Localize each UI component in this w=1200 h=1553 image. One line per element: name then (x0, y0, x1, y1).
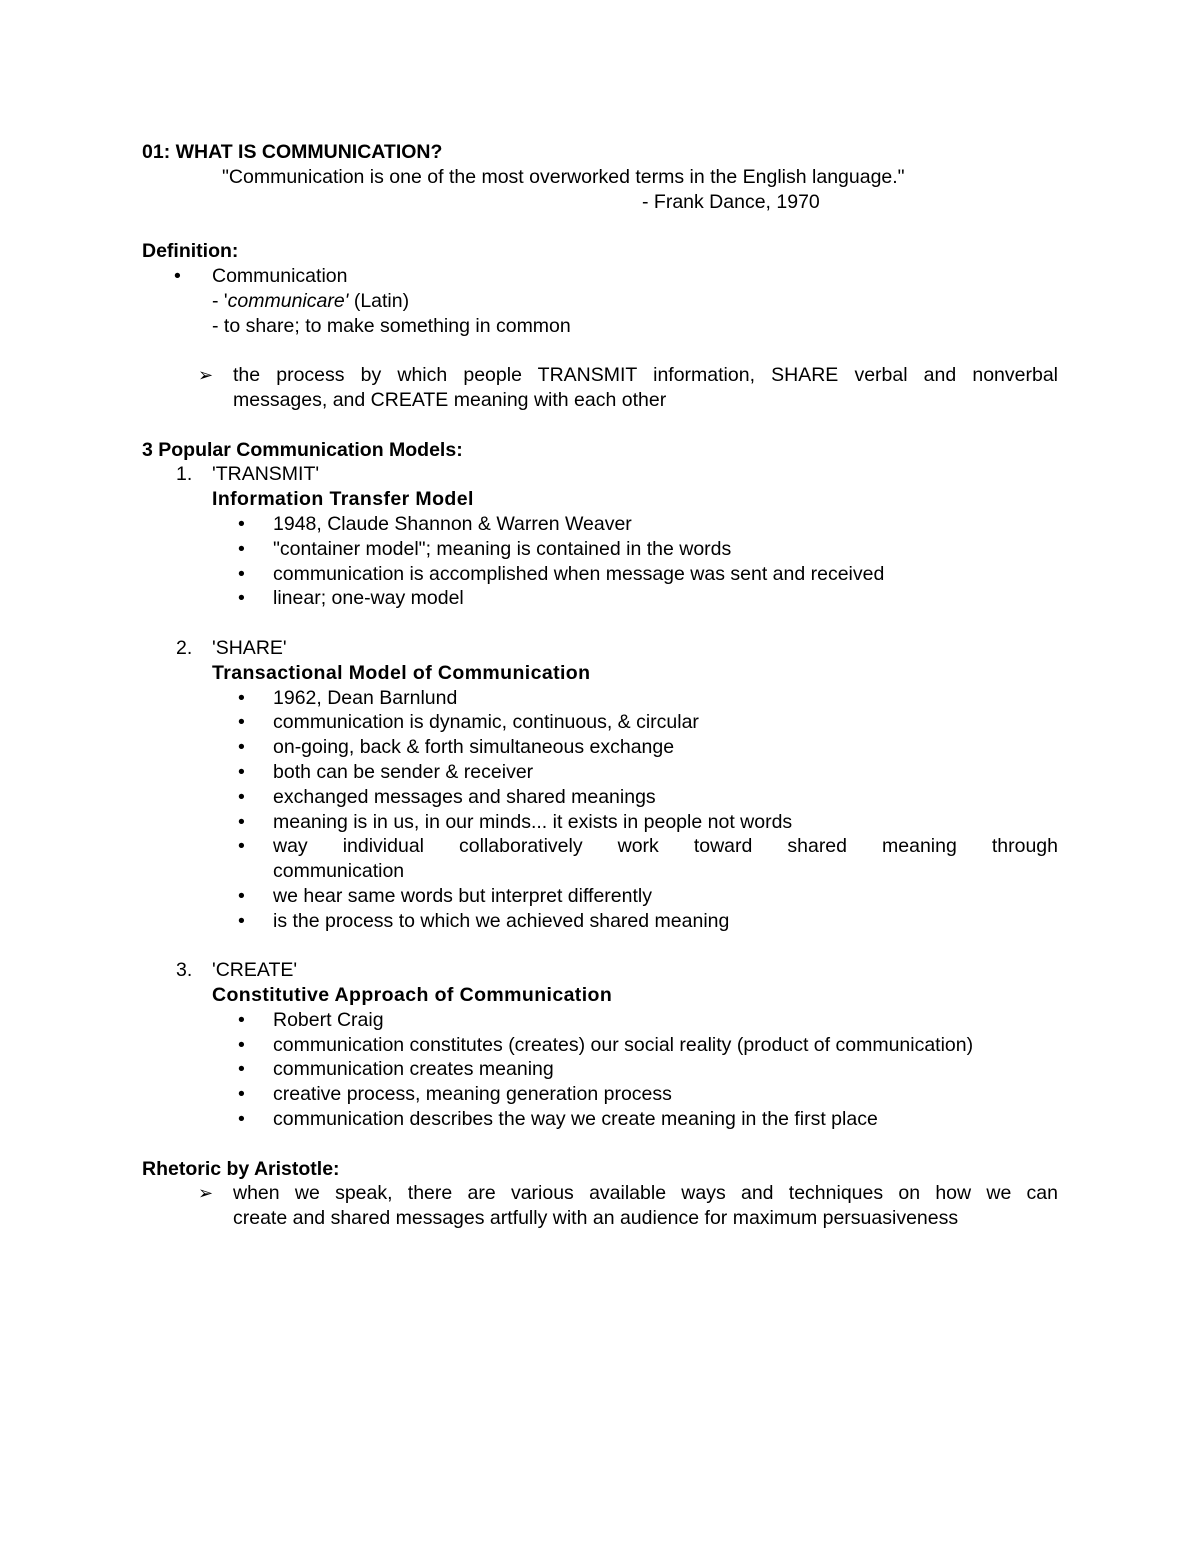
list-item (142, 834, 1058, 884)
model-3-title: Constitutive Approach of Communication (212, 984, 613, 1007)
list-item: • communication constitutes (creates) our social reality (product of communication) (238, 1033, 974, 1056)
list-item: • 1962, Dean Barnlund (238, 686, 458, 709)
definition-term (142, 264, 1058, 289)
model-3-points (142, 1008, 1058, 1132)
definition-process (142, 363, 1058, 413)
model-2-keyword-text: 'SHARE' (212, 636, 287, 659)
spacer (142, 214, 1058, 239)
definition-meaning: - to share; to make something in common (212, 314, 571, 337)
quote-author: - Frank Dance, 1970 (642, 190, 820, 213)
way-line-1: way individual collaboratively work toward shared meaning through (273, 835, 1058, 858)
bullet-icon: • (238, 884, 245, 907)
list-item: • on-going, back & forth simultaneous exchange (238, 736, 675, 759)
bullet-icon: • (238, 909, 245, 932)
latin-word: communicare' (227, 289, 349, 312)
list-item: • communication is dynamic, continuous, & circular (238, 711, 699, 734)
definition-latin (142, 289, 1058, 314)
model-1-points (142, 512, 1058, 611)
latin-prefix: - ' (212, 289, 228, 312)
bullet-icon: • (238, 736, 245, 759)
model-2-points (142, 686, 1058, 934)
model-3-keyword (142, 958, 1058, 983)
models-heading: 3 Popular Communication Models: (142, 438, 463, 461)
list-item: • exchanged messages and shared meanings (238, 785, 656, 808)
model-3-keyword-text: 'CREATE' (212, 959, 298, 982)
rhetoric-line-2: create and shared messages artfully with an audience for maximum persuasiveness (233, 1207, 959, 1230)
bullet-icon: • (238, 537, 245, 560)
bullet-icon: • (174, 264, 181, 287)
model-1-keyword-text: 'TRANSMIT' (212, 463, 320, 486)
list-item: • is the process to which we achieved shared meaning (238, 909, 730, 932)
document-body (142, 140, 1058, 1231)
model-3-number: 3. (176, 959, 193, 982)
spacer (142, 1132, 1058, 1157)
list-item: • we hear same words but interpret differently (238, 884, 652, 907)
list-item: • "container model"; meaning is contained in the words (238, 537, 732, 560)
list-item: • communication is accomplished when message was sent and received (238, 562, 885, 585)
bullet-icon: • (238, 562, 245, 585)
quote-text: "Communication is one of the most overworked terms in the English language." (222, 165, 905, 188)
bullet-icon: • (238, 1008, 245, 1031)
list-item: • 1948, Claude Shannon & Warren Weaver (238, 512, 632, 535)
bullet-icon: • (238, 835, 245, 858)
bullet-icon: • (238, 711, 245, 734)
rhetoric-line-1: when we speak, there are various available ways and techniques on how we can (233, 1182, 1058, 1205)
bullet-icon: • (238, 810, 245, 833)
latin-suffix: (Latin) (348, 289, 410, 312)
bullet-icon: • (238, 1058, 245, 1081)
list-item: • meaning is in us, in our minds... it exists in people not words (238, 810, 793, 833)
model-2-keyword (142, 636, 1058, 661)
model-2-number: 2. (176, 636, 193, 659)
spacer (142, 413, 1058, 438)
bullet-icon: • (238, 760, 245, 783)
spacer (142, 338, 1058, 363)
arrow-bullet-icon: ➢ (198, 365, 214, 386)
process-line-2: messages, and CREATE meaning with each other (233, 388, 667, 411)
page-title: 01: WHAT IS COMMUNICATION? (142, 141, 443, 163)
arrow-bullet-icon: ➢ (198, 1183, 214, 1204)
spacer (142, 611, 1058, 636)
bullet-icon: • (238, 1083, 245, 1106)
definition-term-text: Communication (212, 264, 348, 287)
list-item: • communication describes the way we create meaning in the first place (238, 1108, 878, 1131)
bullet-icon: • (238, 1033, 245, 1056)
bullet-icon: • (238, 686, 245, 709)
rhetoric-heading: Rhetoric by Aristotle: (142, 1157, 340, 1180)
model-1-title: Information Transfer Model (212, 488, 474, 511)
bullet-icon: • (238, 512, 245, 535)
rhetoric-point (142, 1181, 1058, 1231)
spacer (142, 934, 1058, 959)
bullet-icon: • (238, 587, 245, 610)
bullet-icon: • (238, 1108, 245, 1131)
list-item: • Robert Craig (238, 1008, 384, 1031)
definition-heading: Definition: (142, 240, 239, 263)
model-1-number: 1. (176, 463, 193, 486)
model-1-keyword (142, 462, 1058, 487)
list-item: • linear; one-way model (238, 587, 464, 610)
bullet-icon: • (238, 785, 245, 808)
way-line-2: communication (273, 860, 405, 883)
list-item: • communication creates meaning (238, 1058, 554, 1081)
process-line-1: the process by which people TRANSMIT information, SHARE verbal and nonverbal (233, 364, 1058, 387)
list-item: • both can be sender & receiver (238, 760, 534, 783)
list-item: • creative process, meaning generation process (238, 1083, 672, 1106)
model-2-title: Transactional Model of Communication (212, 661, 591, 684)
